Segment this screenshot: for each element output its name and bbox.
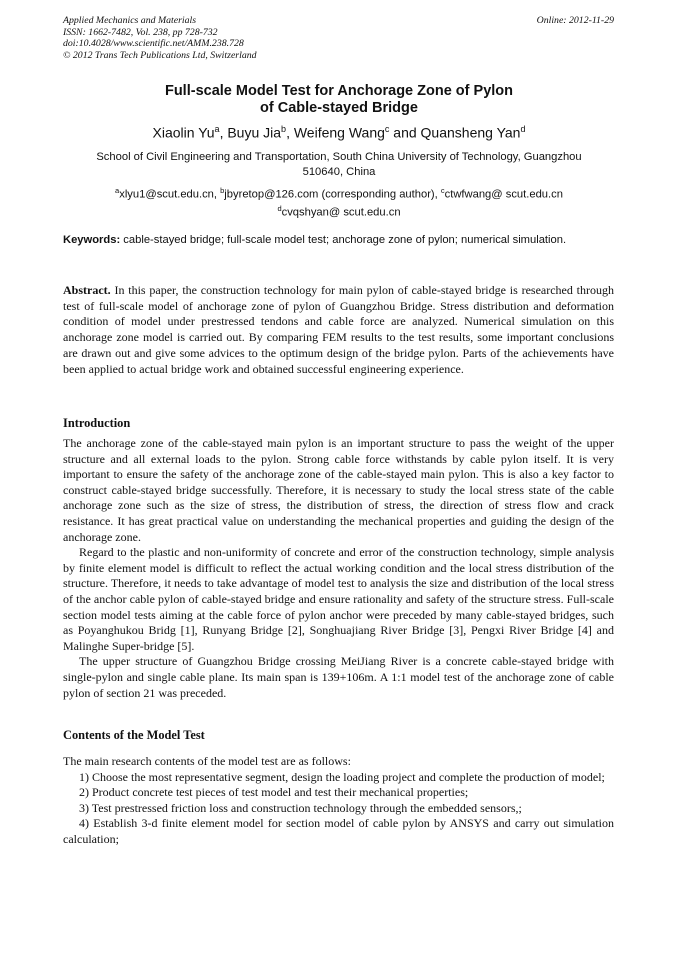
contents-body xyxy=(63,754,614,848)
paragraph: The upper structure of Guangzhou Bridge crossing MeiJiang River is a concrete cable-stayed bridge with single-pylon and single cable plane. Its main span is 139+106m. A 1:1 model test of the anchorage zone of cable pylon of section 21 was preceded. xyxy=(63,654,614,700)
paragraph: The main research contents of the model test are as follows: xyxy=(63,754,351,768)
email-d: cvqshyan@ scut.edu.cn xyxy=(281,206,401,219)
author-name: Buyu Jia xyxy=(227,124,282,141)
author-sup: d xyxy=(520,124,526,134)
section-heading-introduction: Introduction xyxy=(63,416,131,430)
list-item: 4) Establish 3-d finite element model for section model of cable pylon by ANSYS and carry out simulation calculation; xyxy=(63,816,614,846)
affiliation xyxy=(55,150,623,180)
journal-header xyxy=(63,15,257,61)
author-list: Xiaolin Yu$^a$, Buyu Jia$^b$, Weifeng Wang$^c$ and Quansheng Yan$^d$ xyxy=(152,124,526,141)
author-name: Xiaolin Yu xyxy=(152,124,215,141)
journal-doi: doi:10.4028/www.scientific.net/AMM.238.728 xyxy=(63,38,244,49)
title-line-2: of Cable-stayed Bridge xyxy=(260,100,418,116)
email-line-1 xyxy=(40,184,638,202)
abstract-text: In this paper, the construction technology for main pylon of cable-stayed bridge is researched through test of full-scale model of anchorage zone of pylon of Guangzhou Bridge. Stress distribution and deformation condition of model under prestressed tendons and cable force are analyzed. Numerical simulation on this anchorage zone model is carried out. By comparing FEM results to the test results, some important conclusions are drawn out and give some advices to the optimum design of the bridge pylon. Parts of the achievements have been applied to actual bridge work and obtained successful engineering experience. xyxy=(63,283,614,376)
author-sup: c xyxy=(384,124,390,134)
email-sup-d: d xyxy=(277,203,282,213)
email-sup-b: b xyxy=(220,186,225,195)
journal-copyright: © 2012 Trans Tech Publications Ltd, Switzerland xyxy=(63,49,257,61)
list-item: 2) Product concrete test pieces of test model and test their mechanical properties; xyxy=(79,785,469,800)
list-item: 1) Choose the most representative segment, design the loading project and complete the production of model; xyxy=(79,769,605,784)
email-sup-c: c xyxy=(440,186,445,195)
author-name: Weifeng Wang xyxy=(293,124,385,141)
abstract xyxy=(63,283,614,377)
list-item: 3) Test prestressed friction loss and construction technology through the embedded sensors,; xyxy=(79,800,522,815)
journal-issn: ISSN: 1662-7482, Vol. 238, pp 728-732 xyxy=(63,26,218,38)
paragraph: The anchorage zone of the cable-stayed main pylon is an important structure to pass the weight of the upper structure and all external loads to the pylon. Strong cable force withstands by cable pylon itself. It is very important to ensure the safety of the anchorage zone of the cable-stayed main pylon. This is also a key factor to construct cable-stayed bridge successfully. Therefore, it is necessary to study the local stress state of the cable anchorage zone such as the size of stress, the distribution of stress, the direction of stress flow and crack resistance. It has great practical value on understanding the mechanical properties and guiding the design of the anchorage zone. xyxy=(63,436,614,544)
author-emails xyxy=(40,184,638,219)
author-name: Quansheng Yan xyxy=(420,124,521,141)
author-sup: a xyxy=(214,124,220,134)
email-c: ctwfwang@ scut.edu.cn xyxy=(444,188,563,201)
keywords-label: Keywords: xyxy=(63,234,121,246)
abstract-label: Abstract. xyxy=(63,283,111,297)
title-line-1: Full-scale Model Test for Anchorage Zone of Pylon xyxy=(164,83,514,99)
journal-name: Applied Mechanics and Materials xyxy=(63,15,197,26)
email-a: xlyu1@scut.edu.cn, xyxy=(119,188,221,201)
online-date: Online: 2012-11-29 xyxy=(536,15,614,26)
author-sup: b xyxy=(281,124,287,134)
section-heading-contents: Contents of the Model Test xyxy=(63,728,205,742)
email-sup-a: a xyxy=(115,186,120,195)
introduction-body xyxy=(63,436,614,701)
affiliation-line-2: 510640, China xyxy=(302,166,376,178)
affiliation-line-1: School of Civil Engineering and Transportation, South China University of Technology, Guangzhou xyxy=(96,151,582,163)
paragraph: Regard to the plastic and non-uniformity of concrete and error of the construction technology, simple analysis by finite element model is difficult to reflect the actual working condition and the local stress distribution of the structure. Therefore, it needs to take advantage of model test to analysis the size and distribution of the local stress of the anchor cable pylon of cable-stayed bridge and ensure rationality and safety of the structure stress. Full-scale section model tests aiming at the cable force of pylon anchor were preceded by many cable-stayed bridges, such as Poyanghukou Bridg [1], Runyang Bridge [2], Songhuajiang River Bridge [3], Pengxi River Bridge [4] and Malinghe Super-bridge [5]. xyxy=(63,545,614,653)
paper-title xyxy=(40,83,638,117)
email-line-2 xyxy=(40,202,638,220)
keywords xyxy=(63,233,614,248)
email-b: jbyretop@126.com (corresponding author), xyxy=(224,188,441,201)
keywords-text: cable-stayed bridge; full-scale model test; anchorage zone of pylon; numerical simulation. xyxy=(120,234,567,246)
